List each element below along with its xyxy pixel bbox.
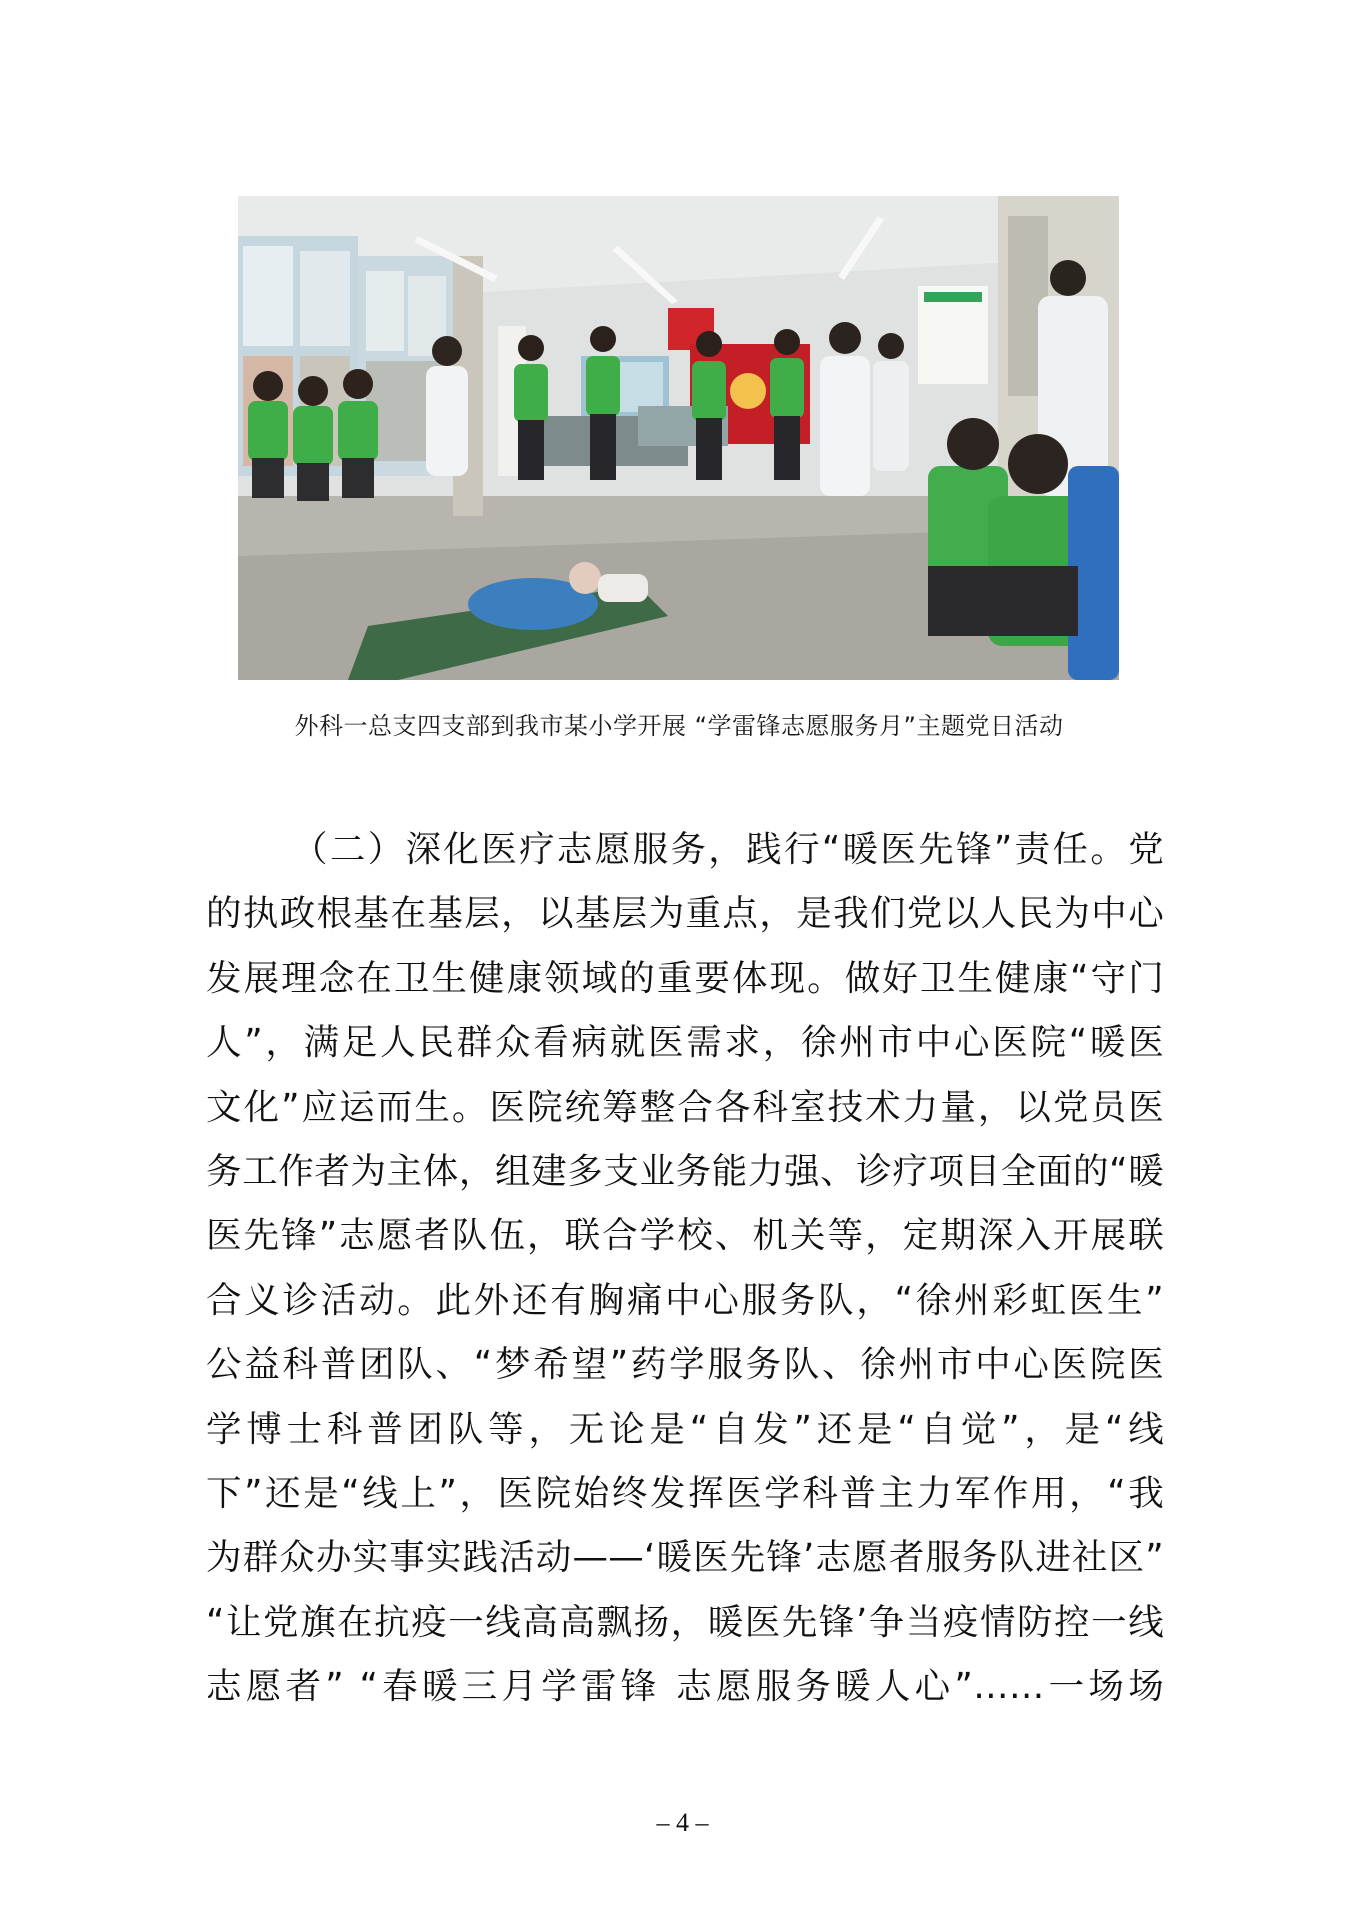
- text-line: 下”还是“线上”，医院始终发挥医学科普主力军作用，“我: [206, 1472, 1164, 1514]
- text-line: 人”，满足人民群众看病就医需求，徐州市中心医院“暖医: [206, 1022, 1164, 1064]
- text-line: 公益科普团队、“梦希望”药学服务队、徐州市中心医院医: [206, 1344, 1164, 1386]
- activity-photo: [238, 196, 1119, 680]
- photo-caption: 外科一总支四支部到我市某小学开展 “学雷锋志愿服务月”主题党日活动: [294, 712, 1064, 740]
- text-line: 的执政根基在基层，以基层为重点，是我们党以人民为中心: [206, 893, 1164, 935]
- text-line: 学博士科普团队等，无论是“自发”还是“自觉”，是“线: [206, 1408, 1164, 1450]
- text-line: （二）深化医疗志愿服务，践行“暖医先锋”责任。党: [292, 829, 1164, 870]
- text-line: “让党旗在抗疫一线高高飘扬，暖医先锋’争当疫情防控一线: [206, 1601, 1164, 1643]
- text-line: 为群众办实事实践活动——‘暖医先锋’志愿者服务队进社区”: [206, 1537, 1164, 1579]
- text-line: 志愿者” “春暖三月学雷锋 志愿服务暖人心”……一场场: [206, 1666, 1164, 1708]
- text-line: 合义诊活动。此外还有胸痛中心服务队，“徐州彩虹医生”: [206, 1279, 1164, 1321]
- text-line: 发展理念在卫生健康领域的重要体现。做好卫生健康“守门: [206, 957, 1164, 999]
- text-line: 文化”应运而生。医院统筹整合各科室技术力量，以党员医: [206, 1086, 1164, 1128]
- text-line: 务工作者为主体，组建多支业务能力强、诊疗项目全面的“暖: [206, 1150, 1164, 1192]
- body-paragraph: [206, 818, 1164, 1719]
- page-number: – 4 –: [656, 1808, 709, 1837]
- text-line: 医先锋”志愿者队伍，联合学校、机关等，定期深入开展联: [206, 1215, 1164, 1257]
